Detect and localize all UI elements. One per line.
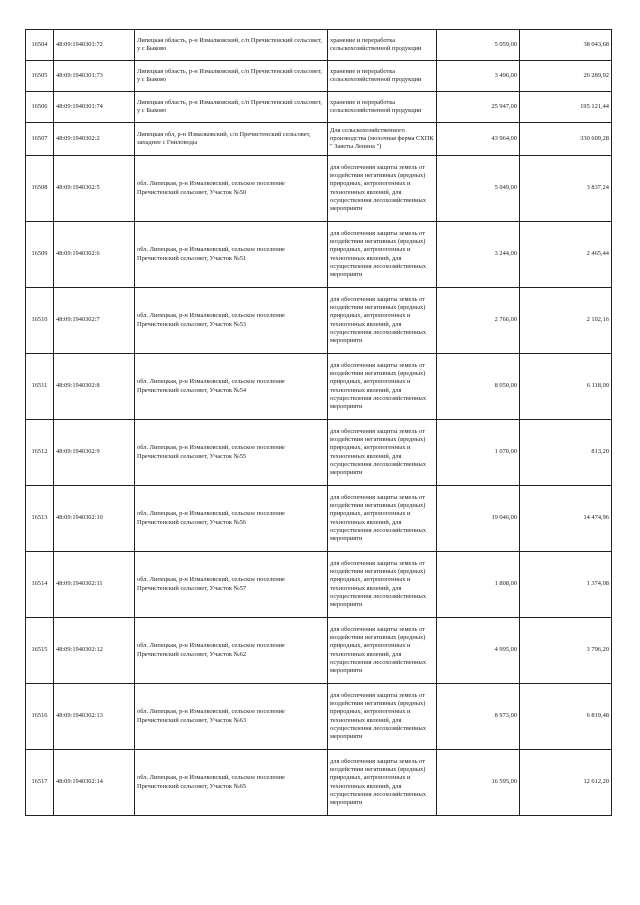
cadastral-number-cell: 48:09:1940302:6 — [54, 222, 135, 288]
address-cell: обл. Липецкая, р-н Измалковский, сельское поселение Пречистенский сельсовет, Участок №55 — [135, 420, 328, 486]
cadastral-number-cell: 48:09:1940302:5 — [54, 156, 135, 222]
table-row — [26, 684, 612, 750]
cadastral-number-cell: 48:09:1940302:14 — [54, 750, 135, 816]
address-cell: обл. Липецкая, р-н Измалковский, сельское поселение Пречистенский сельсовет, Участок №62 — [135, 618, 328, 684]
table-row — [26, 30, 612, 61]
area-cell: 19 046,00 — [437, 486, 520, 552]
address-cell: обл. Липецкая, р-н Измалковский, сельское поселение Пречистенский сельсовет, Участок №54 — [135, 354, 328, 420]
row-number-cell: 16504 — [26, 30, 54, 61]
address-cell: обл. Липецкая, р-н Измалковский, сельское поселение Пречистенский сельсовет, Участок №57 — [135, 552, 328, 618]
permitted-use-cell: для обеспечения защиты земель от воздействия негативных (вредных) природных, антропогенных и техногенных явлений, для осуществления лесохозяйственных мероприяти — [328, 618, 437, 684]
cadastral-value-cell: 813,20 — [520, 420, 612, 486]
cadastral-value-cell: 12 612,20 — [520, 750, 612, 816]
cadastral-number-cell: 48:09:1940302:9 — [54, 420, 135, 486]
table-row — [26, 750, 612, 816]
table-row — [26, 354, 612, 420]
permitted-use-cell: для обеспечения защиты земель от воздействия негативных (вредных) природных, антропогенных и техногенных явлений, для осуществления лесохозяйственных мероприяти — [328, 486, 437, 552]
table-row — [26, 92, 612, 123]
row-number-cell: 16512 — [26, 420, 54, 486]
cadastral-value-cell: 26 289,92 — [520, 61, 612, 92]
cadastral-number-cell: 48:09:1940302:12 — [54, 618, 135, 684]
area-cell: 8 050,00 — [437, 354, 520, 420]
area-cell: 3 496,00 — [437, 61, 520, 92]
area-cell: 8 973,00 — [437, 684, 520, 750]
table-body — [26, 30, 612, 816]
permitted-use-cell: хранение и переработка сельскохозяйственной продукции — [328, 61, 437, 92]
permitted-use-cell: хранение и переработка сельскохозяйственной продукции — [328, 92, 437, 123]
area-cell: 25 947,00 — [437, 92, 520, 123]
row-number-cell: 16513 — [26, 486, 54, 552]
address-cell: Липецкая область, р-н Измалковский, с/п Пречистенский сельсовет, у с Быково — [135, 30, 328, 61]
cadastral-number-cell: 48:09:1940302:11 — [54, 552, 135, 618]
table-row — [26, 552, 612, 618]
table-row — [26, 123, 612, 156]
cadastral-value-cell: 195 121,44 — [520, 92, 612, 123]
table-row — [26, 486, 612, 552]
table-row — [26, 61, 612, 92]
area-cell: 1 808,00 — [437, 552, 520, 618]
cadastral-value-cell: 6 819,48 — [520, 684, 612, 750]
permitted-use-cell: для обеспечения защиты земель от воздействия негативных (вредных) природных, антропогенных и техногенных явлений, для осуществления лесохозяйственных мероприяти — [328, 420, 437, 486]
address-cell: обл. Липецкая, р-н Измалковский, сельское поселение Пречистенский сельсовет, Участок №53 — [135, 288, 328, 354]
permitted-use-cell: хранение и переработка сельскохозяйственной продукции — [328, 30, 437, 61]
area-cell: 4 995,00 — [437, 618, 520, 684]
address-cell: обл. Липецкая, р-н Измалковский, сельское поселение Пречистенский сельсовет, Участок №65 — [135, 750, 328, 816]
cadastral-number-cell: 48:09:1940301:72 — [54, 30, 135, 61]
cadastral-value-cell: 3 837,24 — [520, 156, 612, 222]
cadastral-value-cell: 2 465,44 — [520, 222, 612, 288]
area-cell: 16 595,00 — [437, 750, 520, 816]
row-number-cell: 16509 — [26, 222, 54, 288]
cadastral-value-cell: 330 609,28 — [520, 123, 612, 156]
area-cell: 3 244,00 — [437, 222, 520, 288]
cadastral-number-cell: 48:09:1940302:2 — [54, 123, 135, 156]
cadastral-value-cell: 38 043,68 — [520, 30, 612, 61]
permitted-use-cell: для обеспечения защиты земель от воздействия негативных (вредных) природных, антропогенных и техногенных явлений, для осуществления лесохозяйственных мероприяти — [328, 156, 437, 222]
area-cell: 5 049,00 — [437, 156, 520, 222]
permitted-use-cell: для обеспечения защиты земель от воздействия негативных (вредных) природных, антропогенных и техногенных явлений, для осуществления лесохозяйственных мероприяти — [328, 288, 437, 354]
row-number-cell: 16516 — [26, 684, 54, 750]
area-cell: 1 070,00 — [437, 420, 520, 486]
cadastral-number-cell: 48:09:1940302:10 — [54, 486, 135, 552]
area-cell: 5 059,00 — [437, 30, 520, 61]
permitted-use-cell: для обеспечения защиты земель от воздействия негативных (вредных) природных, антропогенных и техногенных явлений, для осуществления лесохозяйственных мероприяти — [328, 354, 437, 420]
address-cell: обл. Липецкая, р-н Измалковский, сельское поселение Пречистенский сельсовет, Участок №56 — [135, 486, 328, 552]
cadastral-value-cell: 1 374,08 — [520, 552, 612, 618]
permitted-use-cell: для обеспечения защиты земель от воздействия негативных (вредных) природных, антропогенных и техногенных явлений, для осуществления лесохозяйственных мероприяти — [328, 750, 437, 816]
address-cell: Липецкая область, р-н Измалковский, с/п Пречистенский сельсовет, у с Быково — [135, 61, 328, 92]
table-row — [26, 618, 612, 684]
cadastral-number-cell: 48:09:1940302:8 — [54, 354, 135, 420]
cadastral-value-cell: 2 102,16 — [520, 288, 612, 354]
cadastral-value-cell: 6 118,00 — [520, 354, 612, 420]
row-number-cell: 16510 — [26, 288, 54, 354]
cadastral-number-cell: 48:09:1940301:74 — [54, 92, 135, 123]
permitted-use-cell: для обеспечения защиты земель от воздействия негативных (вредных) природных, антропогенных и техногенных явлений, для осуществления лесохозяйственных мероприяти — [328, 222, 437, 288]
table-row — [26, 156, 612, 222]
permitted-use-cell: для обеспечения защиты земель от воздействия негативных (вредных) природных, антропогенных и техногенных явлений, для осуществления лесохозяйственных мероприяти — [328, 552, 437, 618]
area-cell: 2 766,00 — [437, 288, 520, 354]
permitted-use-cell: для обеспечения защиты земель от воздействия негативных (вредных) природных, антропогенных и техногенных явлений, для осуществления лесохозяйственных мероприяти — [328, 684, 437, 750]
cadastral-value-cell: 14 474,96 — [520, 486, 612, 552]
cadastral-value-cell: 3 796,20 — [520, 618, 612, 684]
cadastral-number-cell: 48:09:1940301:73 — [54, 61, 135, 92]
cadastral-number-cell: 48:09:1940302:13 — [54, 684, 135, 750]
row-number-cell: 16507 — [26, 123, 54, 156]
area-cell: 43 964,00 — [437, 123, 520, 156]
row-number-cell: 16511 — [26, 354, 54, 420]
table-row — [26, 222, 612, 288]
address-cell: обл. Липецкая, р-н Измалковский, сельское поселение Пречистенский сельсовет, Участок №50 — [135, 156, 328, 222]
address-cell: обл. Липецкая, р-н Измалковский, сельское поселение Пречистенский сельсовет, Участок №63 — [135, 684, 328, 750]
row-number-cell: 16515 — [26, 618, 54, 684]
row-number-cell: 16506 — [26, 92, 54, 123]
permitted-use-cell: Для сельскохозяйственного производства (молочная ферма СХПК " Заветы Ленина ") — [328, 123, 437, 156]
row-number-cell: 16505 — [26, 61, 54, 92]
table-row — [26, 420, 612, 486]
land-plot-table — [25, 29, 612, 816]
address-cell: обл. Липецкая, р-н Измалковский, сельское поселение Пречистенский сельсовет, Участок №51 — [135, 222, 328, 288]
address-cell: Липецкая обл, р-н Измалковский, с/п Пречистенский сельсовет, западнее с Гниловоды — [135, 123, 328, 156]
table-row — [26, 288, 612, 354]
row-number-cell: 16508 — [26, 156, 54, 222]
row-number-cell: 16517 — [26, 750, 54, 816]
address-cell: Липецкая область, р-н Измалковский, с/п Пречистенский сельсовет, у с Быково — [135, 92, 328, 123]
cadastral-number-cell: 48:09:1940302:7 — [54, 288, 135, 354]
row-number-cell: 16514 — [26, 552, 54, 618]
